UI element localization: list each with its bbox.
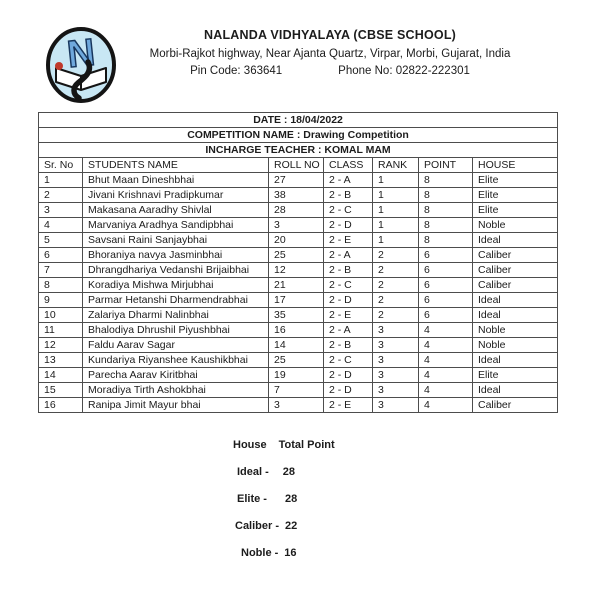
- summary-line-noble: [233, 546, 335, 561]
- cell-name: Koradiya Mishwa Mirjubhai: [83, 278, 269, 293]
- col-class: CLASS: [324, 158, 373, 173]
- summary-label: Elite -: [237, 493, 267, 505]
- cell-cls: 2 - D: [324, 218, 373, 233]
- cell-cls: 2 - D: [324, 293, 373, 308]
- cell-rank: 2: [373, 278, 419, 293]
- table-row: [39, 383, 558, 398]
- cell-name: Dhrangdhariya Vedanshi Brijaibhai: [83, 263, 269, 278]
- cell-roll: 27: [269, 173, 324, 188]
- cell-sr: 7: [39, 263, 83, 278]
- table-row: [39, 278, 558, 293]
- cell-rank: 3: [373, 383, 419, 398]
- cell-name: Parecha Aarav Kiritbhai: [83, 368, 269, 383]
- cell-roll: 38: [269, 188, 324, 203]
- letterhead-text: [60, 28, 600, 77]
- cell-cls: 2 - A: [324, 323, 373, 338]
- pin-code: Pin Code: 363641: [190, 65, 283, 77]
- cell-house: Noble: [473, 338, 558, 353]
- table-row: [39, 293, 558, 308]
- col-point: POINT: [419, 158, 473, 173]
- cell-sr: 5: [39, 233, 83, 248]
- cell-cls: 2 - B: [324, 263, 373, 278]
- cell-name: Zalariya Dharmi Nalinbhai: [83, 308, 269, 323]
- cell-rank: 3: [373, 368, 419, 383]
- table-row: [39, 233, 558, 248]
- school-name: NALANDA VIDHYALAYA (CBSE SCHOOL): [203, 28, 457, 42]
- cell-roll: 25: [269, 353, 324, 368]
- table-row: [39, 203, 558, 218]
- cell-point: 6: [419, 263, 473, 278]
- summary-heading: [233, 438, 335, 453]
- cell-rank: 1: [373, 173, 419, 188]
- competition-name-value: COMPETITION NAME : Drawing Competition: [39, 128, 558, 143]
- incharge-teacher-row: [39, 143, 558, 158]
- cell-name: Savsani Raini Sanjaybhai: [83, 233, 269, 248]
- table-row: [39, 353, 558, 368]
- cell-point: 4: [419, 353, 473, 368]
- cell-name: Faldu Aarav Sagar: [83, 338, 269, 353]
- summary-value: 28: [284, 493, 298, 505]
- cell-cls: 2 - A: [324, 248, 373, 263]
- cell-point: 4: [419, 368, 473, 383]
- cell-rank: 2: [373, 293, 419, 308]
- cell-sr: 6: [39, 248, 83, 263]
- cell-house: Elite: [473, 188, 558, 203]
- cell-name: Ranipa Jimit Mayur bhai: [83, 398, 269, 413]
- cell-house: Ideal: [473, 233, 558, 248]
- cell-name: Kundariya Riyanshee Kaushikbhai: [83, 353, 269, 368]
- cell-roll: 3: [269, 398, 324, 413]
- cell-house: Ideal: [473, 308, 558, 323]
- summary-value: 22: [285, 520, 298, 532]
- cell-cls: 2 - C: [324, 278, 373, 293]
- cell-cls: 2 - C: [324, 203, 373, 218]
- cell-name: Bhalodiya Dhrushil Piyushbhai: [83, 323, 269, 338]
- date-value: DATE : 18/04/2022: [39, 113, 558, 128]
- cell-cls: 2 - E: [324, 308, 373, 323]
- cell-cls: 2 - B: [324, 338, 373, 353]
- phone-number: Phone No: 02822-222301: [338, 65, 470, 77]
- cell-rank: 3: [373, 323, 419, 338]
- cell-rank: 1: [373, 203, 419, 218]
- cell-house: Caliber: [473, 398, 558, 413]
- summary-value: 28: [282, 466, 296, 478]
- cell-house: Noble: [473, 218, 558, 233]
- cell-house: Ideal: [473, 293, 558, 308]
- cell-point: 4: [419, 398, 473, 413]
- house-summary: [233, 438, 335, 573]
- cell-house: Caliber: [473, 263, 558, 278]
- cell-name: Bhoraniya navya Jasminbhai: [83, 248, 269, 263]
- cell-house: Caliber: [473, 248, 558, 263]
- cell-cls: 2 - E: [324, 398, 373, 413]
- cell-cls: 2 - A: [324, 173, 373, 188]
- competition-name-row: [39, 128, 558, 143]
- table-row: [39, 173, 558, 188]
- table-row: [39, 398, 558, 413]
- cell-sr: 15: [39, 383, 83, 398]
- column-header-row: [39, 158, 558, 173]
- table-row: [39, 368, 558, 383]
- letterhead: [0, 0, 600, 108]
- cell-cls: 2 - E: [324, 233, 373, 248]
- table-row: [39, 218, 558, 233]
- cell-rank: 3: [373, 398, 419, 413]
- table-body: [39, 173, 558, 413]
- cell-name: Marvaniya Aradhya Sandipbhai: [83, 218, 269, 233]
- cell-point: 8: [419, 218, 473, 233]
- cell-sr: 4: [39, 218, 83, 233]
- cell-point: 8: [419, 173, 473, 188]
- cell-point: 4: [419, 323, 473, 338]
- competition-results-table: [38, 112, 558, 413]
- col-rank: RANK: [373, 158, 419, 173]
- table-row: [39, 263, 558, 278]
- summary-heading-total: Total Point: [278, 439, 335, 451]
- cell-rank: 1: [373, 233, 419, 248]
- table-row: [39, 323, 558, 338]
- cell-sr: 11: [39, 323, 83, 338]
- summary-value: 16: [284, 547, 297, 559]
- cell-roll: 25: [269, 248, 324, 263]
- cell-rank: 3: [373, 338, 419, 353]
- cell-roll: 16: [269, 323, 324, 338]
- cell-house: Noble: [473, 323, 558, 338]
- cell-sr: 14: [39, 368, 83, 383]
- cell-cls: 2 - B: [324, 188, 373, 203]
- cell-roll: 35: [269, 308, 324, 323]
- cell-roll: 17: [269, 293, 324, 308]
- svg-text:N: N: [65, 31, 98, 77]
- cell-sr: 16: [39, 398, 83, 413]
- cell-point: 8: [419, 188, 473, 203]
- cell-roll: 7: [269, 383, 324, 398]
- cell-rank: 1: [373, 188, 419, 203]
- col-students-name: STUDENTS NAME: [83, 158, 269, 173]
- table-row: [39, 188, 558, 203]
- col-roll-no: ROLL NO: [269, 158, 324, 173]
- cell-roll: 20: [269, 233, 324, 248]
- cell-rank: 2: [373, 308, 419, 323]
- cell-name: Moradiya Tirth Ashokbhai: [83, 383, 269, 398]
- cell-roll: 21: [269, 278, 324, 293]
- cell-name: Parmar Hetanshi Dharmendrabhai: [83, 293, 269, 308]
- cell-house: Caliber: [473, 278, 558, 293]
- cell-point: 6: [419, 308, 473, 323]
- cell-sr: 8: [39, 278, 83, 293]
- cell-point: 6: [419, 248, 473, 263]
- cell-name: Bhut Maan Dineshbhai: [83, 173, 269, 188]
- cell-name: Makasana Aaradhy Shivlal: [83, 203, 269, 218]
- cell-house: Ideal: [473, 353, 558, 368]
- cell-sr: 10: [39, 308, 83, 323]
- cell-rank: 2: [373, 263, 419, 278]
- cell-point: 8: [419, 203, 473, 218]
- cell-roll: 19: [269, 368, 324, 383]
- col-house: HOUSE: [473, 158, 558, 173]
- cell-point: 8: [419, 233, 473, 248]
- cell-sr: 13: [39, 353, 83, 368]
- cell-point: 4: [419, 383, 473, 398]
- cell-point: 6: [419, 278, 473, 293]
- incharge-teacher-value: INCHARGE TEACHER : KOMAL MAM: [39, 143, 558, 158]
- cell-cls: 2 - D: [324, 368, 373, 383]
- cell-name: Jivani Krishnavi Pradipkumar: [83, 188, 269, 203]
- summary-label: Caliber -: [235, 520, 280, 532]
- summary-line-elite: [233, 492, 335, 507]
- cell-rank: 3: [373, 353, 419, 368]
- cell-roll: 14: [269, 338, 324, 353]
- pin-phone-line: [60, 65, 600, 77]
- summary-line-caliber: [233, 519, 335, 534]
- table-row: [39, 338, 558, 353]
- table-row: [39, 308, 558, 323]
- cell-sr: 3: [39, 203, 83, 218]
- cell-roll: 3: [269, 218, 324, 233]
- cell-cls: 2 - C: [324, 353, 373, 368]
- cell-roll: 12: [269, 263, 324, 278]
- cell-roll: 28: [269, 203, 324, 218]
- cell-house: Elite: [473, 368, 558, 383]
- school-address: Morbi-Rajkot highway, Near Ajanta Quartz, Virpar, Morbi, Gujarat, India: [149, 48, 511, 60]
- date-row: [39, 113, 558, 128]
- summary-line-ideal: [233, 465, 335, 480]
- cell-sr: 2: [39, 188, 83, 203]
- cell-point: 6: [419, 293, 473, 308]
- cell-sr: 12: [39, 338, 83, 353]
- cell-sr: 1: [39, 173, 83, 188]
- summary-label: Ideal -: [237, 466, 269, 478]
- cell-rank: 1: [373, 218, 419, 233]
- cell-house: Elite: [473, 173, 558, 188]
- table-head-rows: [39, 113, 558, 173]
- summary-label: Noble -: [241, 547, 279, 559]
- cell-point: 4: [419, 338, 473, 353]
- summary-heading-house: House: [233, 439, 267, 451]
- table-row: [39, 248, 558, 263]
- cell-rank: 2: [373, 248, 419, 263]
- cell-sr: 9: [39, 293, 83, 308]
- col-sr-no: Sr. No: [39, 158, 83, 173]
- cell-house: Elite: [473, 203, 558, 218]
- cell-house: Ideal: [473, 383, 558, 398]
- cell-cls: 2 - D: [324, 383, 373, 398]
